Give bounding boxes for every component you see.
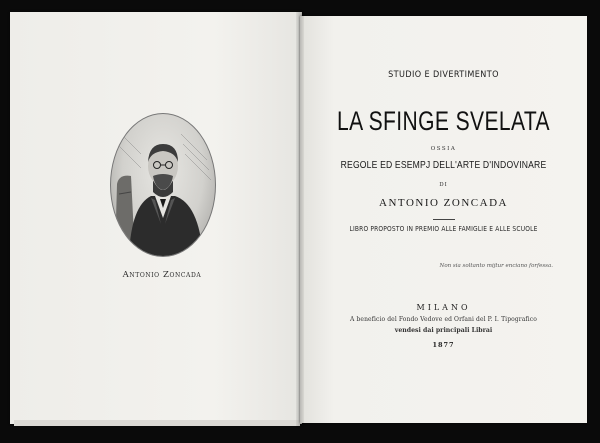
author-name: ANTONIO ZONCADA bbox=[379, 197, 508, 209]
page-edge bbox=[14, 420, 300, 426]
by-word: DI bbox=[439, 182, 448, 188]
city: MILANO bbox=[416, 303, 471, 312]
book-subtitle: REGOLE ED ESEMPJ DELL'ARTE D'INDOVINARE bbox=[340, 159, 547, 171]
portrait-engraving bbox=[111, 114, 215, 256]
ossia-word: OSSIA bbox=[430, 146, 457, 152]
publisher-line: A beneficio del Fondo Vedove ed Orfani del P. I. Tipografico bbox=[350, 316, 537, 323]
series-title: STUDIO E DIVERTIMENTO bbox=[388, 70, 499, 80]
award-line: LIBRO PROPOSTO IN PREMIO ALLE FAMIGLIE E ALLE SCUOLE bbox=[349, 225, 538, 233]
author-portrait bbox=[110, 113, 216, 257]
divider-rule bbox=[433, 219, 455, 220]
small-note: Non sia soltanto mijtur enciano forfessa. bbox=[439, 263, 553, 269]
portrait-caption: Antonio Zoncada bbox=[122, 270, 202, 280]
sellers-line: vendesi dai principali Librai bbox=[394, 327, 493, 334]
book-title: LA SFINGE SVELATA bbox=[336, 106, 551, 136]
publication-year: 1877 bbox=[432, 341, 455, 349]
